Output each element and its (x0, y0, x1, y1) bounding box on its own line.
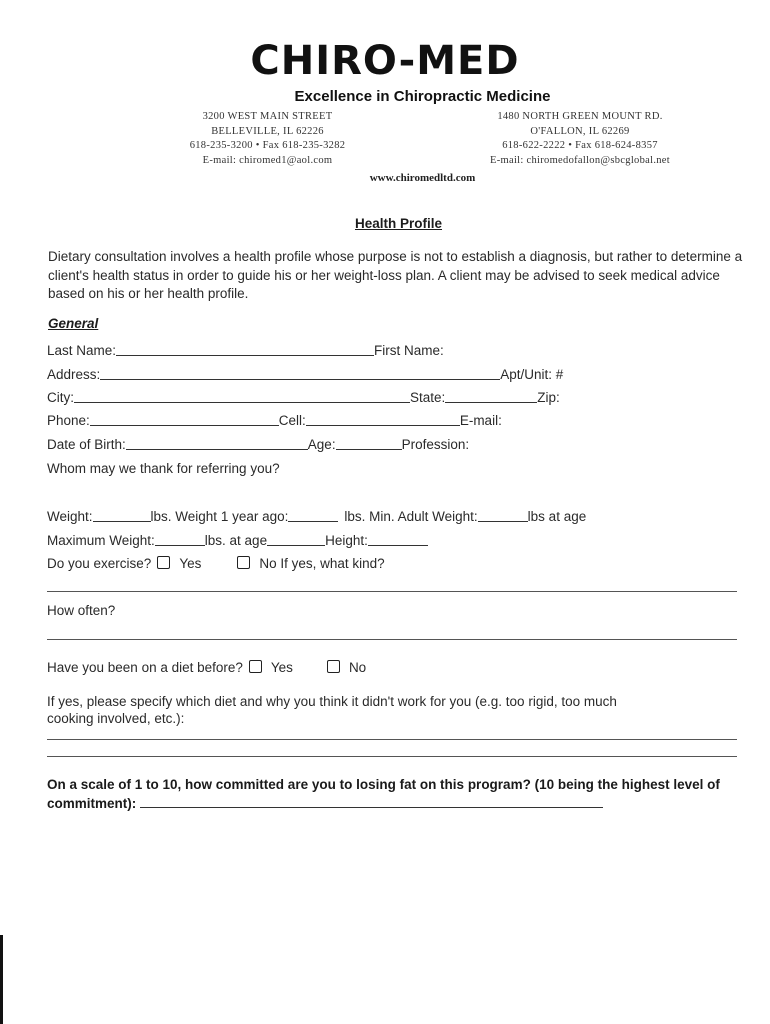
address-label: Address: (47, 367, 101, 382)
office-street: 3200 WEST MAIN STREET (202, 111, 333, 122)
diet-no-checkbox[interactable] (327, 660, 340, 673)
scan-edge-mark (0, 935, 3, 1024)
min-weight-age-label: lbs at age (527, 509, 587, 524)
city-field[interactable] (74, 399, 410, 403)
how-often-extra-line[interactable] (47, 639, 737, 640)
max-weight-age-field[interactable] (267, 542, 325, 546)
commitment-text: On a scale of 1 to 10, how committed are you to losing fat on this program? (10 being the highest level of commitment): (47, 777, 720, 811)
diet-specify-extra-line-1[interactable] (47, 739, 737, 740)
office-address-ofallon (460, 110, 700, 168)
office-city: O'FALLON, IL 62269 (530, 125, 630, 137)
form-title: Health Profile (354, 216, 443, 231)
office-email: E-mail: chiromedofallon@sbcglobal.net (490, 154, 670, 166)
max-weight-label: Maximum Weight: (47, 533, 155, 548)
office-street: 1480 NORTH GREEN MOUNT RD. (497, 111, 663, 122)
age-field[interactable] (336, 446, 402, 450)
office-city: BELLEVILLE, IL 62226 (211, 125, 324, 137)
phone-field[interactable] (90, 422, 279, 426)
diet-specify-text: If yes, please specify which diet and why you think it didn't work for you (e.g. too rigid, too much (47, 694, 617, 709)
max-weight-row (47, 530, 737, 548)
exercise-yes-checkbox[interactable] (157, 556, 170, 569)
diet-specify-row (47, 691, 737, 709)
office-phone: 618-622-2222 • Fax 618-624-8357 (502, 140, 658, 151)
apt-unit-label: Apt/Unit: # (500, 367, 564, 382)
office-phone: 618-235-3200 • Fax 618-235-3282 (189, 140, 346, 151)
weight-field[interactable] (93, 518, 151, 522)
diet-specify-extra-line-2[interactable] (47, 756, 737, 757)
profession-label: Profession: (401, 437, 470, 452)
max-weight-field[interactable] (155, 542, 205, 546)
state-label: State: (410, 390, 446, 405)
diet-yes-checkbox[interactable] (249, 660, 262, 673)
intro-paragraph: Dietary consultation involves a health profile whose purpose is not to establish a diagnosis, but rather to determine a client's health status in order to guide his or her weight-loss plan. A client may be advised to seek medical advice based on his or her health profile. (48, 249, 743, 301)
zip-label: Zip: (537, 390, 560, 405)
last-name-field[interactable] (116, 352, 374, 356)
clinic-website: www.chiromedltd.com (369, 172, 476, 184)
office-address-belleville (160, 110, 375, 168)
exercise-kind-extra-line[interactable] (47, 591, 737, 592)
diet-row (47, 657, 737, 675)
address-field[interactable] (100, 376, 500, 380)
address-row (47, 364, 737, 382)
weight-year-ago-label: lbs. Weight 1 year ago: (150, 509, 289, 524)
diet-label: Have you been on a diet before? (47, 660, 243, 675)
dob-field[interactable] (126, 446, 308, 450)
exercise-yes-label: Yes (179, 556, 202, 571)
diet-specify-row-2 (47, 708, 737, 726)
dob-row (47, 434, 737, 452)
height-label: Height: (325, 533, 368, 548)
exercise-label: Do you exercise? (47, 556, 152, 571)
min-adult-weight-field[interactable] (478, 518, 528, 522)
phone-label: Phone: (47, 413, 90, 428)
exercise-row (47, 553, 737, 571)
weight-year-ago-field[interactable] (288, 518, 338, 522)
city-label: City: (47, 390, 74, 405)
cell-field[interactable] (306, 422, 460, 426)
max-weight-age-label: lbs. at age (204, 533, 268, 548)
how-often-label: How often? (47, 603, 116, 618)
diet-specify-text-2: cooking involved, etc.): (47, 711, 185, 726)
weight-row (47, 506, 737, 524)
dob-label: Date of Birth: (47, 437, 126, 452)
email-label: E-mail: (459, 413, 502, 428)
commitment-question (47, 776, 737, 813)
diet-no-label: No (348, 660, 367, 675)
min-adult-weight-label: lbs. Min. Adult Weight: (344, 509, 478, 524)
contact-row (47, 410, 737, 428)
exercise-no-label: No If yes, what kind? (259, 556, 385, 571)
last-name-label: Last Name: (47, 343, 117, 358)
state-field[interactable] (445, 399, 537, 403)
cell-label: Cell: (278, 413, 306, 428)
referral-row (47, 458, 737, 476)
diet-yes-label: Yes (270, 660, 293, 675)
clinic-logo: CHIRO-MED (250, 38, 520, 84)
weight-label: Weight: (47, 509, 93, 524)
section-heading-general: General (48, 316, 99, 331)
exercise-no-checkbox[interactable] (237, 556, 250, 569)
how-often-row (47, 600, 737, 618)
commitment-field[interactable] (140, 804, 603, 808)
height-field[interactable] (368, 542, 428, 546)
clinic-tagline: Excellence in Chiropractic Medicine (294, 88, 551, 105)
city-row (47, 387, 737, 405)
first-name-label: First Name: (374, 343, 444, 358)
name-row (47, 340, 737, 358)
age-label: Age: (307, 437, 336, 452)
referral-label: Whom may we thank for referring you? (47, 461, 280, 476)
office-email: E-mail: chiromed1@aol.com (202, 154, 333, 166)
